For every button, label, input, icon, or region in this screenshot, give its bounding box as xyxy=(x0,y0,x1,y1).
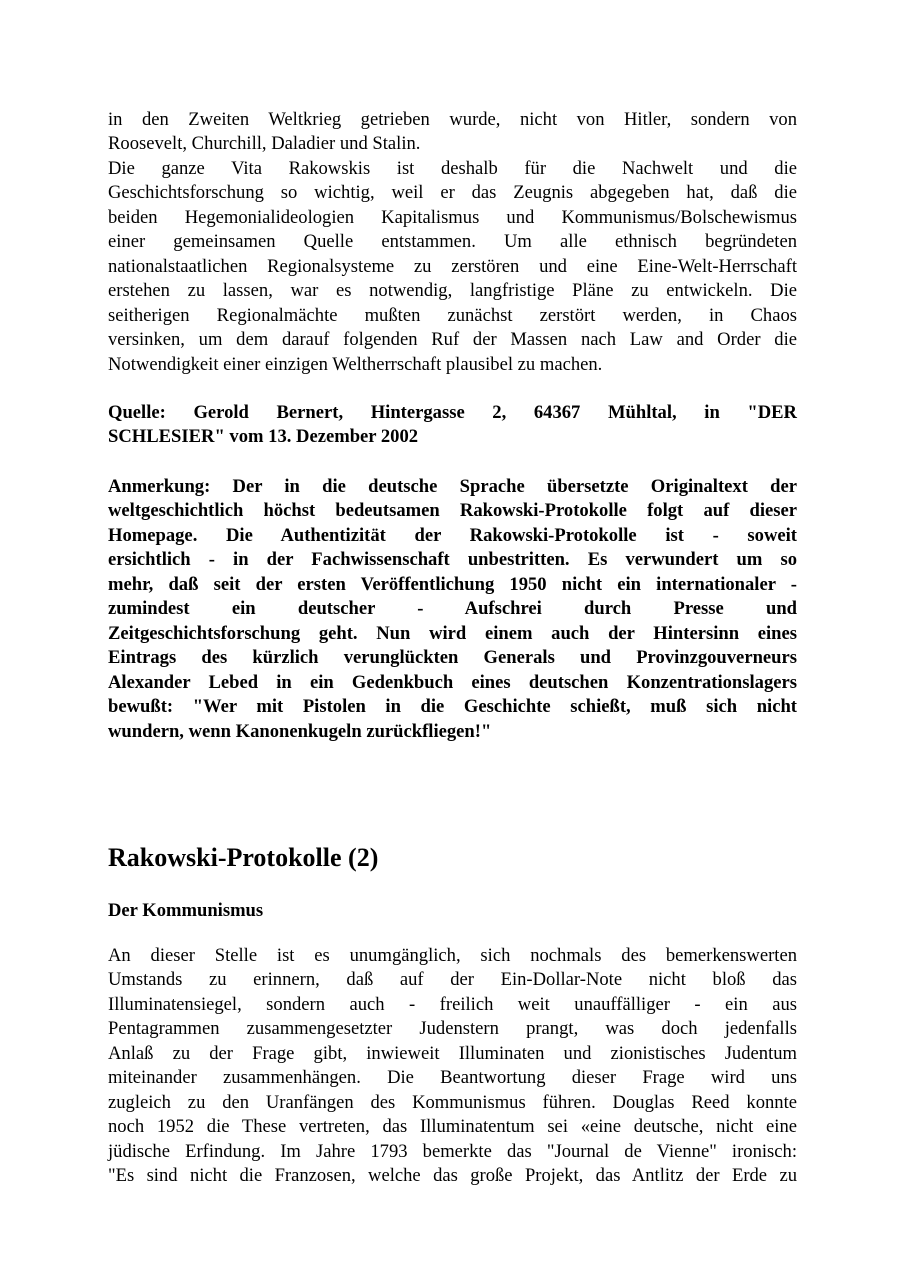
section-heading: Rakowski-Protokolle (2) xyxy=(108,843,379,872)
text-line: erstehen zu lassen, war es notwendig, langfristige Pläne zu entwickeln. Die xyxy=(108,280,797,302)
text-line: Zeitgeschichtsforschung geht. Nun wird einem auch der Hintersinn eines xyxy=(108,622,797,644)
subheading: Der Kommunismus xyxy=(108,900,264,921)
text-line: Pentagrammen zusammengesetzter Judenstern prangt, was doch jedenfalls xyxy=(108,1018,797,1040)
text-line: Illuminatensiegel, sondern auch - freilich weit unauffälliger - ein aus xyxy=(108,993,797,1015)
text-line: ersichtlich - in der Fachwissenschaft unbestritten. Es verwundert um so xyxy=(108,549,797,571)
text-line: Homepage. Die Authentizität der Rakowski-Protokolle ist - soweit xyxy=(108,524,797,546)
text-line: Geschichtsforschung so wichtig, weil er das Zeugnis abgegeben hat, daß die xyxy=(108,182,797,204)
text-line: wundern, wenn Kanonenkugeln zurückfliegen!" xyxy=(108,720,492,742)
text-line: Anmerkung: Der in die deutsche Sprache übersetzte Originaltext der xyxy=(108,476,797,497)
text-line: mehr, daß seit der ersten Veröffentlichung 1950 nicht ein internationaler - xyxy=(108,573,797,595)
text-line: einer gemeinsamen Quelle entstammen. Um alle ethnisch begründeten xyxy=(108,231,797,253)
text-line: bewußt: "Wer mit Pistolen in die Geschichte schießt, muß sich nicht xyxy=(108,696,797,718)
paragraph-1 xyxy=(108,108,797,157)
text-line: "Es sind nicht die Franzosen, welche das große Projekt, das Antlitz der Erde zu xyxy=(108,1165,797,1187)
text-line: Quelle: Gerold Bernert, Hintergasse 2, 64367 Mühltal, in "DER xyxy=(108,402,797,423)
text-line: Die ganze Vita Rakowskis ist deshalb für die Nachwelt und die xyxy=(108,158,797,179)
text-line: noch 1952 die These vertreten, das Illuminatentum sei «eine deutsche, nicht eine xyxy=(108,1116,797,1138)
text-line: weltgeschichtlich höchst bedeutsamen Rakowski-Protokolle folgt auf dieser xyxy=(108,500,797,522)
text-line: Roosevelt, Churchill, Daladier und Stalin. xyxy=(108,133,421,155)
text-line: nationalstaatlichen Regionalsysteme zu zerstören und eine Eine-Welt-Herrschaft xyxy=(108,255,797,277)
text-line: zumindest ein deutscher - Aufschrei durch Presse und xyxy=(108,598,797,620)
source-citation xyxy=(108,401,797,450)
text-line: in den Zweiten Weltkrieg getrieben wurde, nicht von Hitler, sondern von xyxy=(108,109,797,130)
paragraph-2 xyxy=(108,157,797,377)
text-line: SCHLESIER" vom 13. Dezember 2002 xyxy=(108,426,419,448)
text-line: An dieser Stelle ist es unumgänglich, sich nochmals des bemerkenswerten xyxy=(108,945,797,966)
text-line: Anlaß zu der Frage gibt, inwieweit Illuminaten und zionistisches Judentum xyxy=(108,1042,797,1064)
text-line: zugleich zu den Uranfängen des Kommunismus führen. Douglas Reed konnte xyxy=(108,1091,797,1113)
text-line: Umstands zu erinnern, daß auf der Ein-Dollar-Note nicht bloß das xyxy=(108,969,797,991)
text-line: jüdische Erfindung. Im Jahre 1793 bemerkte das "Journal de Vienne" ironisch: xyxy=(108,1140,797,1162)
text-line: miteinander zusammenhängen. Die Beantwortung dieser Frage wird uns xyxy=(108,1067,797,1089)
text-line: beiden Hegemonialideologien Kapitalismus und Kommunismus/Bolschewismus xyxy=(108,206,797,228)
text-line: seitherigen Regionalmächte mußten zunächst zerstört werden, in Chaos xyxy=(108,304,797,326)
text-line: Eintrags des kürzlich verunglückten Generals und Provinzgouverneurs xyxy=(108,647,797,669)
text-line: versinken, um dem darauf folgenden Ruf der Massen nach Law and Order die xyxy=(108,329,797,351)
text-line: Alexander Lebed in ein Gedenkbuch eines deutschen Konzentrationslagers xyxy=(108,671,797,693)
note-paragraph xyxy=(108,475,797,744)
paragraph-3 xyxy=(108,944,797,1189)
text-line: Notwendigkeit einer einzigen Weltherrschaft plausibel zu machen. xyxy=(108,353,603,375)
